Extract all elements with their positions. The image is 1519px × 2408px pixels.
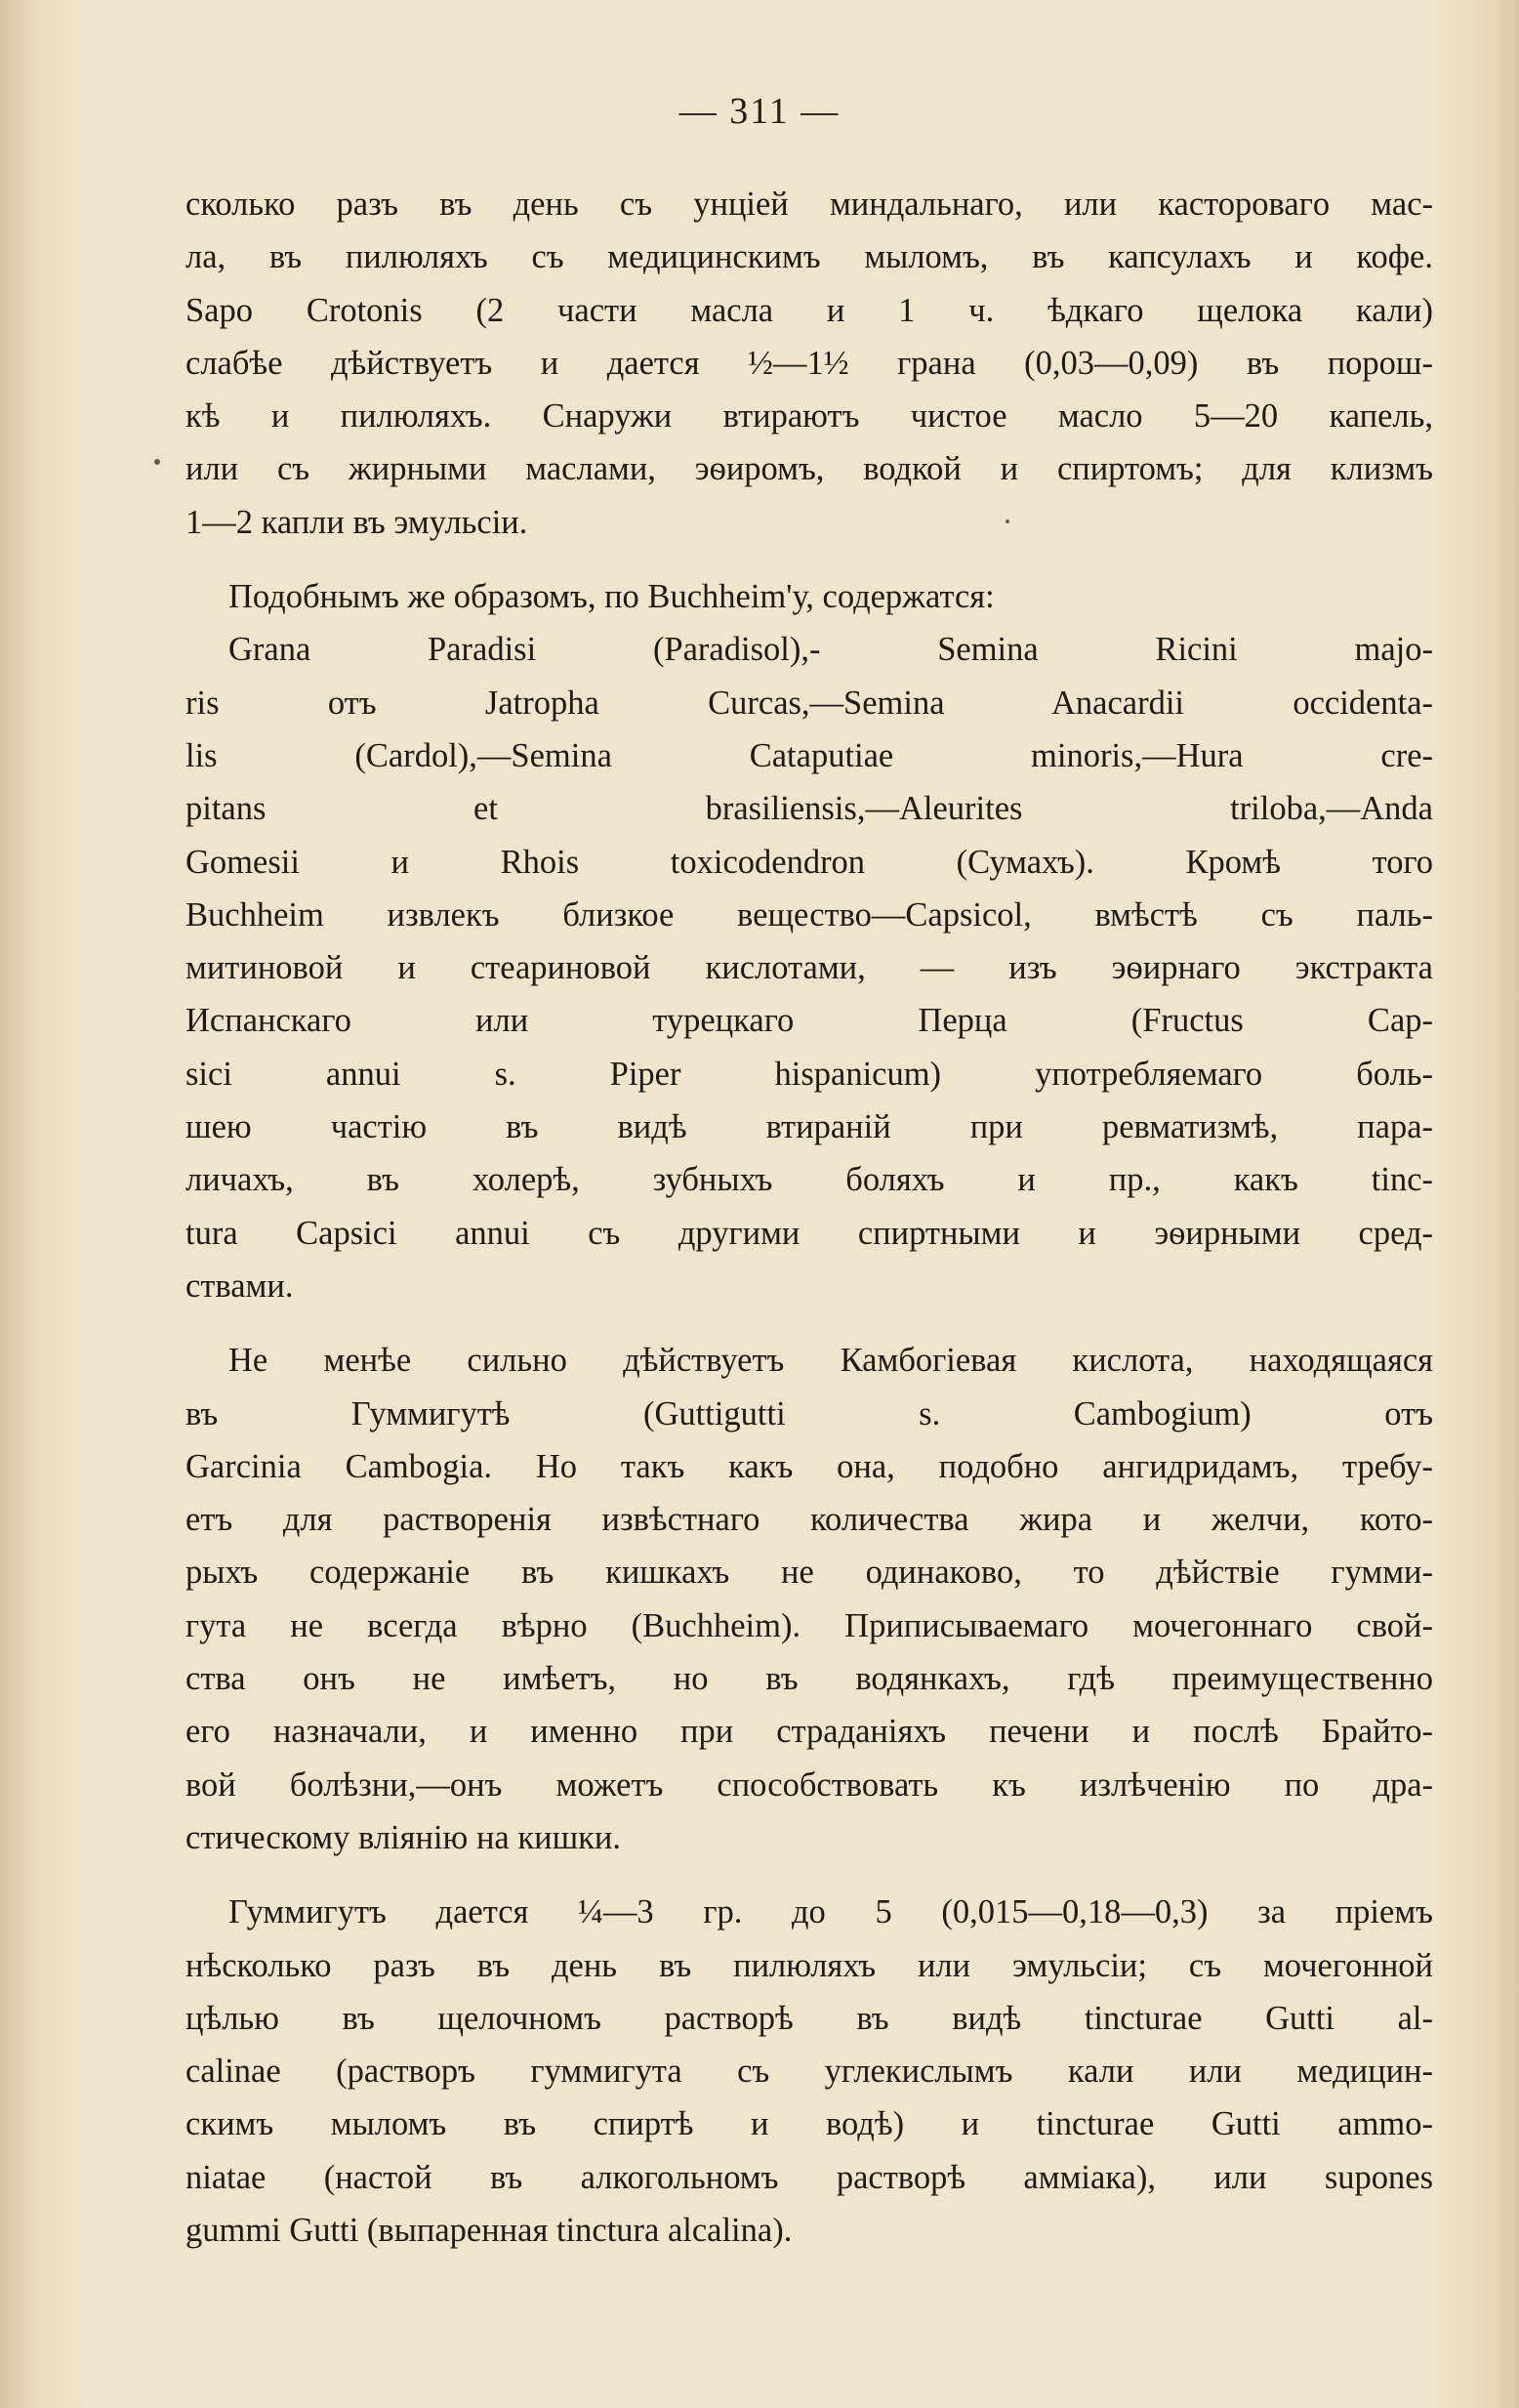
- text-line: гута не всегда вѣрно (Buchheim). Приписываемаго мочегоннаго свой-: [185, 1606, 1433, 1644]
- text-line: личахъ, въ холерѣ, зубныхъ боляхъ и пр., какъ tinc-: [185, 1161, 1433, 1199]
- text-line: pitans et brasiliensis,—Aleurites triloba,—Anda: [185, 790, 1433, 828]
- text-line: слабѣе дѣйствуетъ и дается ½—1½ грана (0,03—0,09) въ порош-: [185, 344, 1433, 382]
- text-line: tura Capsici annui съ другими спиртными и эѳирными сред-: [185, 1214, 1433, 1252]
- text-line: въ Гуммигутѣ (Guttigutti s. Cambogium) отъ: [185, 1394, 1433, 1432]
- text-line: calinae (растворъ гуммигута съ углекислымъ кали или медицин-: [185, 2053, 1433, 2091]
- margin-speck: [154, 459, 160, 465]
- text-line: кѣ и пилюляхъ. Снаружи втираютъ чистое масло 5—20 капель,: [185, 397, 1433, 436]
- text-line: ris отъ Jatropha Curcas,—Semina Anacardii occidenta-: [185, 684, 1433, 722]
- text-line: митиновой и стеариновой кислотами, — изъ эѳирнаго экстракта: [185, 949, 1433, 987]
- text-line: Grana Paradisi (Paradisol),- Semina Ricini majo-: [228, 631, 1433, 669]
- text-line: 1—2 капли въ эмульсіи.: [185, 503, 528, 541]
- text-line: Gomesii и Rhois toxicodendron (Сумахъ). Кромѣ того: [185, 843, 1433, 881]
- text-line: скимъ мыломъ въ спиртѣ и водѣ) и tincturae Gutti ammo-: [185, 2105, 1433, 2143]
- text-line: Sapo Crotonis (2 части масла и 1 ч. ѣдкаго щелока кали): [185, 291, 1433, 329]
- text-line: стическому вліянію на кишки.: [185, 1818, 621, 1856]
- text-line: нѣсколько разъ въ день въ пилюляхъ или эмульсіи; съ мочегонной: [185, 1946, 1433, 1984]
- text-line: или съ жирными маслами, эѳиромъ, водкой и спиртомъ; для клизмъ: [185, 450, 1433, 488]
- text-line: Испанскаго или турецкаго Перца (Fructus Cap-: [185, 1002, 1433, 1040]
- text-line: его назначали, и именно при страданіяхъ печени и послѣ Брайто-: [185, 1713, 1433, 1751]
- text-line: шею частію въ видѣ втираній при ревматизмѣ, пара-: [185, 1108, 1433, 1146]
- paragraph-gap: [185, 549, 1433, 570]
- text-line: етъ для растворенія извѣстнаго количества жира и желчи, кото-: [185, 1501, 1433, 1539]
- text-line: ствами.: [185, 1266, 294, 1305]
- margin-speck: [1006, 519, 1009, 523]
- text-line: lis (Cardol),—Semina Cataputiae minoris,—Hura cre-: [185, 736, 1433, 774]
- text-line: рыхъ содержаніе въ кишкахъ не одинаково, то дѣйствіе гумми-: [185, 1554, 1433, 1592]
- text-line: вой болѣзни,—онъ можетъ способствовать къ излѣченію по дра-: [185, 1765, 1433, 1804]
- text-line: gummi Gutti (выпаренная tinctura alcalina).: [185, 2211, 793, 2249]
- text-line: Garcinia Cambogia. Но такъ какъ она, подобно ангидридамъ, требу-: [185, 1447, 1433, 1485]
- text-line: Buchheim извлекъ близкое вещество—Capsicol, вмѣстѣ съ паль-: [185, 895, 1433, 934]
- text-line: сколько разъ въ день съ унціей миндальнаго, или касторовагo мас-: [185, 186, 1433, 223]
- text-line: Подобнымъ же образомъ, по Buchheim'у, содержатся:: [228, 578, 995, 616]
- body-text: [185, 178, 1433, 2257]
- text-line: sici annui s. Piper hispanicum) употребляемаго боль-: [185, 1055, 1433, 1093]
- page-number: — 311 —: [678, 91, 841, 132]
- text-line: niatae (настой въ алкогольномъ растворѣ амміака), или supones: [185, 2158, 1433, 2196]
- text-line: Не менѣе сильно дѣйствуетъ Камбогіевая кислота, находящаяся: [228, 1342, 1433, 1380]
- text-line: ства онъ не имѣетъ, но въ водянкахъ, гдѣ преимущественно: [185, 1660, 1433, 1698]
- paragraph-gap: [185, 1864, 1433, 1886]
- paragraph-gap: [185, 1312, 1433, 1334]
- text-line: Гуммигутъ дается ¼—3 гр. до 5 (0,015—0,18—0,3) за пріемъ: [228, 1893, 1433, 1931]
- text-line: цѣлью въ щелочномъ растворѣ въ видѣ tincturae Gutti al-: [185, 1999, 1433, 2037]
- text-line: ла, въ пилюляхъ съ медицинскимъ мыломъ, въ капсулахъ и кофе.: [185, 238, 1433, 276]
